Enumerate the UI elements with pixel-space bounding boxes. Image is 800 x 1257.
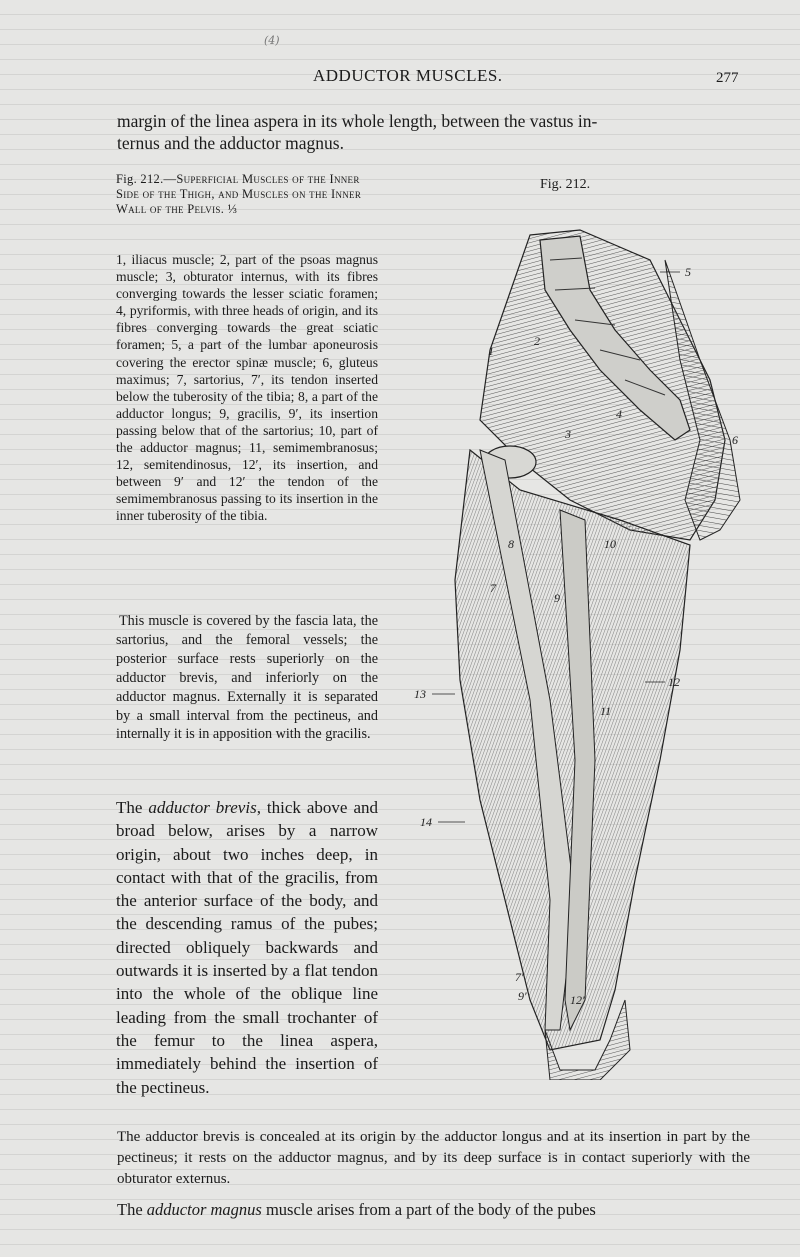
label-13: 13	[414, 687, 426, 701]
label-2: 2	[534, 334, 540, 348]
label-9prime: 9′	[518, 989, 527, 1003]
figure-legend: 1, iliacus muscle; 2, part of the psoas magnus muscle; 3, obturator internus, with its fibres converging towards the lesser sciatic foramen; 4, pyriformis, with three heads of origin, and its fibres converging towards the great sciatic foramen; 5, a part of the lumbar aponeurosis covering the erector spinæ muscle; 6, gluteus maximus; 7, sartorius, 7′, its tendon inserted below the tuberosity of the tibia; 8, a part of the adductor longus; 9, gracilis, 9′, its insertion passing below that of the sartorius; 10, part of the adductor magnus; 11, semimembranosus; 12, semitendinosus, 12′, its insertion, and between 9′ and 12′ the tendon of the semimembranosus passing to its insertion in the inner tuberosity of the tibia.	[116, 252, 378, 524]
label-11: 11	[600, 704, 612, 718]
label-4: 4	[616, 407, 622, 421]
brevis-the: The	[116, 798, 143, 817]
label-5: 5	[685, 265, 691, 279]
anatomy-illustration	[410, 200, 770, 1080]
opening-line-2: ternus and the adductor magnus.	[117, 133, 344, 153]
label-14: 14	[420, 815, 432, 829]
label-12: 12	[668, 675, 680, 689]
caption-dash: —	[163, 172, 177, 186]
magnus-the: The	[117, 1200, 143, 1219]
label-10: 10	[604, 537, 616, 551]
brevis-term: adductor brevis	[148, 798, 257, 817]
label-1: 1	[488, 344, 494, 358]
opening-text	[117, 110, 742, 154]
brevis-rest: , thick above and broad below, arises by a narrow origin, about two inches deep, in contact with that of the gracilis, from the anterior surface of the body, and the descending ramus of the pubes; directed obliquely backwards and outwards it is inserted by a flat tendon into the whole of the oblique line leading from the small trochanter of the femur to the linea aspera, immediately behind the insertion of the pectineus.	[116, 798, 378, 1097]
label-3: 3	[565, 427, 571, 441]
figure-caption	[116, 172, 384, 217]
caption-title: Superficial Muscles of the Inner Side of the Thigh, and Muscles on the Inner Wall of the Pelvis.	[116, 172, 362, 216]
page-number: 277	[716, 70, 739, 86]
label-7: 7	[490, 581, 496, 595]
folio-mark: (4)	[264, 34, 280, 47]
label-6: 6	[732, 433, 738, 447]
opening-line-1: margin of the linea aspera in its whole length, between the vastus in-	[117, 111, 598, 131]
label-7prime: 7′	[515, 970, 524, 984]
running-head: ADDUCTOR MUSCLES.	[313, 66, 503, 85]
label-8: 8	[508, 537, 514, 551]
paragraph-adductor-magnus	[117, 1199, 750, 1220]
paragraph-covered: This muscle is covered by the fascia lata, the sartorius, and the femoral vessels; the posterior surface rests superiorly on the adductor brevis, and inferiorly on the adductor magnus. Externally it is separated by a small interval from the pectineus, and internally it is in apposition with the gracilis.	[116, 613, 378, 743]
anatomy-engraving	[410, 200, 770, 1080]
label-9: 9	[554, 591, 560, 605]
figure-title: Fig. 212.	[540, 177, 591, 192]
paragraph-concealed: The adductor brevis is concealed at its origin by the adductor longus and at its insertion in part by the pectineus; it rests on the adductor magnus, and by its deep surface is in contact superiorly with the obturator externus.	[117, 1129, 750, 1187]
paragraph-adductor-brevis	[116, 796, 378, 1099]
label-12prime: 12′	[570, 993, 585, 1007]
caption-fig-number: Fig. 212.	[116, 172, 164, 186]
magnus-rest: muscle arises from a part of the body of the pubes	[265, 1200, 596, 1219]
caption-scale: ⅓	[227, 202, 238, 216]
magnus-term: adductor magnus	[146, 1200, 262, 1219]
